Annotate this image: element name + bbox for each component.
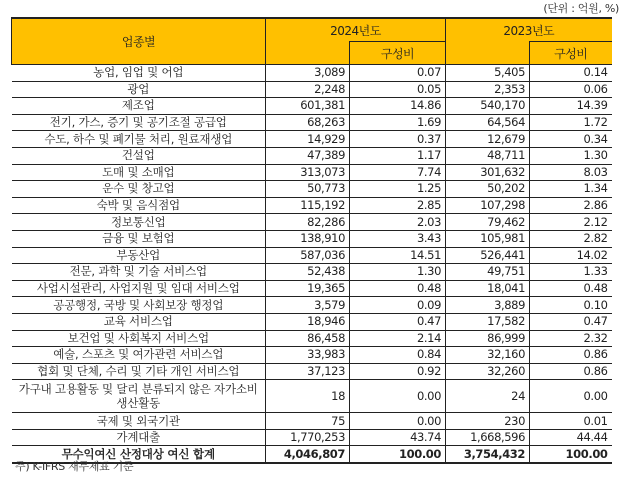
- amount-2024-cell: 138,910: [266, 230, 350, 247]
- unit-label: (단위 : 억원, %): [543, 2, 619, 15]
- industry-cell: 전문, 과학 및 기술 서비스업: [12, 264, 266, 281]
- ratio-2024-cell: 14.86: [350, 98, 446, 115]
- industry-cell: 전기, 가스, 증기 및 공기조절 공급업: [12, 114, 266, 131]
- ratio-2024-cell: 2.03: [350, 214, 446, 231]
- amount-2023-cell: 107,298: [446, 197, 530, 214]
- header-2023-amount: [446, 42, 530, 65]
- industry-cell: 국제 및 외국기관: [12, 413, 266, 430]
- industry-cell: 광업: [12, 81, 266, 98]
- ratio-2024-cell: 0.00: [350, 413, 446, 430]
- table-row: [12, 147, 612, 164]
- table-row: [12, 313, 612, 330]
- amount-2024-cell: 587,036: [266, 247, 350, 264]
- table-row: [12, 429, 612, 446]
- ratio-2024-cell: 14.51: [350, 247, 446, 264]
- ratio-2023-cell: 0.01: [530, 413, 612, 430]
- table-row: [12, 330, 612, 347]
- amount-2024-cell: 601,381: [266, 98, 350, 115]
- ratio-2023-cell: 0.34: [530, 131, 612, 148]
- amount-2023-cell: 5,405: [446, 65, 530, 82]
- industry-cell: 정보통신업: [12, 214, 266, 231]
- industry-cell: 부동산업: [12, 247, 266, 264]
- ratio-2023-cell: 0.86: [530, 363, 612, 380]
- table-row: [12, 230, 612, 247]
- amount-2023-cell: 79,462: [446, 214, 530, 231]
- ratio-2024-cell: 0.84: [350, 347, 446, 364]
- amount-2023-cell: 64,564: [446, 114, 530, 131]
- amount-2023-cell: 3,889: [446, 297, 530, 314]
- ratio-2024-cell: 0.07: [350, 65, 446, 82]
- industry-cell: 사업시설관리, 사업지원 및 임대 서비스업: [12, 280, 266, 297]
- industry-cell: 수도, 하수 및 폐기물 처리, 원료재생업: [12, 131, 266, 148]
- ratio-2024-cell: 0.48: [350, 280, 446, 297]
- industry-cell: 농업, 임업 및 어업: [12, 65, 266, 82]
- amount-2023-cell: 230: [446, 413, 530, 430]
- ratio-2024-cell: 0.09: [350, 297, 446, 314]
- amount-2023-cell: 3,754,432: [446, 446, 530, 463]
- ratio-2024-cell: 2.14: [350, 330, 446, 347]
- industry-cell: 운수 및 창고업: [12, 181, 266, 198]
- ratio-2023-cell: 0.06: [530, 81, 612, 98]
- amount-2024-cell: 19,365: [266, 280, 350, 297]
- industry-cell: 가구내 고용활동 및 달리 분류되지 않은 자가소비 생산활동: [12, 380, 266, 413]
- table-row: [12, 114, 612, 131]
- amount-2024-cell: 18: [266, 380, 350, 413]
- ratio-2024-cell: 3.43: [350, 230, 446, 247]
- amount-2024-cell: 33,983: [266, 347, 350, 364]
- amount-2023-cell: 49,751: [446, 264, 530, 281]
- ratio-2024-cell: 0.37: [350, 131, 446, 148]
- amount-2024-cell: 47,389: [266, 147, 350, 164]
- header-2023: 2023년도: [446, 18, 612, 42]
- ratio-2023-cell: 100.00: [530, 446, 612, 463]
- amount-2024-cell: 115,192: [266, 197, 350, 214]
- amount-2024-cell: 1,770,253: [266, 429, 350, 446]
- header-category: 업종별: [12, 18, 266, 65]
- amount-2023-cell: 526,441: [446, 247, 530, 264]
- ratio-2023-cell: 2.86: [530, 197, 612, 214]
- industry-cell: 교육 서비스업: [12, 313, 266, 330]
- ratio-2024-cell: 1.69: [350, 114, 446, 131]
- amount-2024-cell: 86,458: [266, 330, 350, 347]
- ratio-2024-cell: 0.47: [350, 313, 446, 330]
- ratio-2024-cell: 1.25: [350, 181, 446, 198]
- industry-cell: 건설업: [12, 147, 266, 164]
- amount-2023-cell: 12,679: [446, 131, 530, 148]
- table-row: [12, 181, 612, 198]
- ratio-2024-cell: 2.85: [350, 197, 446, 214]
- ratio-2024-cell: 0.00: [350, 380, 446, 413]
- ratio-2023-cell: 0.00: [530, 380, 612, 413]
- ratio-2023-cell: 14.39: [530, 98, 612, 115]
- amount-2024-cell: 75: [266, 413, 350, 430]
- ratio-2024-cell: 0.92: [350, 363, 446, 380]
- industry-cell: 예술, 스포츠 및 여가관련 서비스업: [12, 347, 266, 364]
- table-row: [12, 297, 612, 314]
- amount-2024-cell: 14,929: [266, 131, 350, 148]
- table-row: [12, 347, 612, 364]
- amount-2024-cell: 2,248: [266, 81, 350, 98]
- amount-2023-cell: 50,202: [446, 181, 530, 198]
- table-row: [12, 131, 612, 148]
- table-row: [12, 214, 612, 231]
- amount-2024-cell: 82,286: [266, 214, 350, 231]
- ratio-2024-cell: 7.74: [350, 164, 446, 181]
- amount-2023-cell: 18,041: [446, 280, 530, 297]
- amount-2023-cell: 24: [446, 380, 530, 413]
- ratio-2024-cell: 0.05: [350, 81, 446, 98]
- ratio-2023-cell: 1.34: [530, 181, 612, 198]
- ratio-2023-cell: 0.47: [530, 313, 612, 330]
- ratio-2023-cell: 0.14: [530, 65, 612, 82]
- table-row: [12, 164, 612, 181]
- industry-cell: 무수익여신 산정대상 여신 합계: [12, 446, 266, 463]
- amount-2023-cell: 32,160: [446, 347, 530, 364]
- ratio-2023-cell: 2.32: [530, 330, 612, 347]
- table-row: [12, 247, 612, 264]
- amount-2024-cell: 50,773: [266, 181, 350, 198]
- industry-cell: 가계대출: [12, 429, 266, 446]
- ratio-2023-cell: 0.48: [530, 280, 612, 297]
- ratio-2024-cell: 43.74: [350, 429, 446, 446]
- header-2024-amount: [266, 42, 350, 65]
- table-row: [12, 363, 612, 380]
- ratio-2023-cell: 0.10: [530, 297, 612, 314]
- amount-2023-cell: 86,999: [446, 330, 530, 347]
- amount-2023-cell: 32,260: [446, 363, 530, 380]
- amount-2024-cell: 3,579: [266, 297, 350, 314]
- ratio-2024-cell: 100.00: [350, 446, 446, 463]
- ratio-2023-cell: 14.02: [530, 247, 612, 264]
- table-row: [12, 98, 612, 115]
- ratio-2023-cell: 44.44: [530, 429, 612, 446]
- ratio-2024-cell: 1.30: [350, 264, 446, 281]
- ratio-2023-cell: 1.33: [530, 264, 612, 281]
- amount-2024-cell: 4,046,807: [266, 446, 350, 463]
- ratio-2023-cell: 2.82: [530, 230, 612, 247]
- table-row: [12, 413, 612, 430]
- amount-2023-cell: 2,353: [446, 81, 530, 98]
- industry-cell: 공공행정, 국방 및 사회보장 행정업: [12, 297, 266, 314]
- amount-2024-cell: 18,946: [266, 313, 350, 330]
- amount-2023-cell: 1,668,596: [446, 429, 530, 446]
- industry-cell: 보건업 및 사회복지 서비스업: [12, 330, 266, 347]
- industry-cell: 숙박 및 음식점업: [12, 197, 266, 214]
- amount-2024-cell: 37,123: [266, 363, 350, 380]
- industry-cell: 제조업: [12, 98, 266, 115]
- amount-2023-cell: 17,582: [446, 313, 530, 330]
- ratio-2023-cell: 2.12: [530, 214, 612, 231]
- header-2024: 2024년도: [266, 18, 446, 42]
- amount-2023-cell: 301,632: [446, 164, 530, 181]
- ratio-2023-cell: 1.72: [530, 114, 612, 131]
- industry-cell: 협회 및 단체, 수리 및 기타 개인 서비스업: [12, 363, 266, 380]
- industry-cell: 도매 및 소매업: [12, 164, 266, 181]
- header-2024-ratio: 구성비: [350, 42, 446, 65]
- ratio-2023-cell: 0.86: [530, 347, 612, 364]
- ratio-2023-cell: 8.03: [530, 164, 612, 181]
- header-2023-ratio: 구성비: [530, 42, 612, 65]
- table-row: [12, 280, 612, 297]
- loan-by-industry-table: [11, 17, 612, 464]
- amount-2024-cell: 313,073: [266, 164, 350, 181]
- industry-cell: 금융 및 보험업: [12, 230, 266, 247]
- table-row: [12, 65, 612, 82]
- amount-2024-cell: 3,089: [266, 65, 350, 82]
- amount-2023-cell: 48,711: [446, 147, 530, 164]
- table-row: [12, 81, 612, 98]
- amount-2024-cell: 52,438: [266, 264, 350, 281]
- amount-2024-cell: 68,263: [266, 114, 350, 131]
- table-row: [12, 380, 612, 413]
- table-row: [12, 264, 612, 281]
- table-row: [12, 197, 612, 214]
- ratio-2023-cell: 1.30: [530, 147, 612, 164]
- ratio-2024-cell: 1.17: [350, 147, 446, 164]
- amount-2023-cell: 105,981: [446, 230, 530, 247]
- amount-2023-cell: 540,170: [446, 98, 530, 115]
- footnote: 주) K-IFRS 재무제표 기준: [15, 460, 134, 473]
